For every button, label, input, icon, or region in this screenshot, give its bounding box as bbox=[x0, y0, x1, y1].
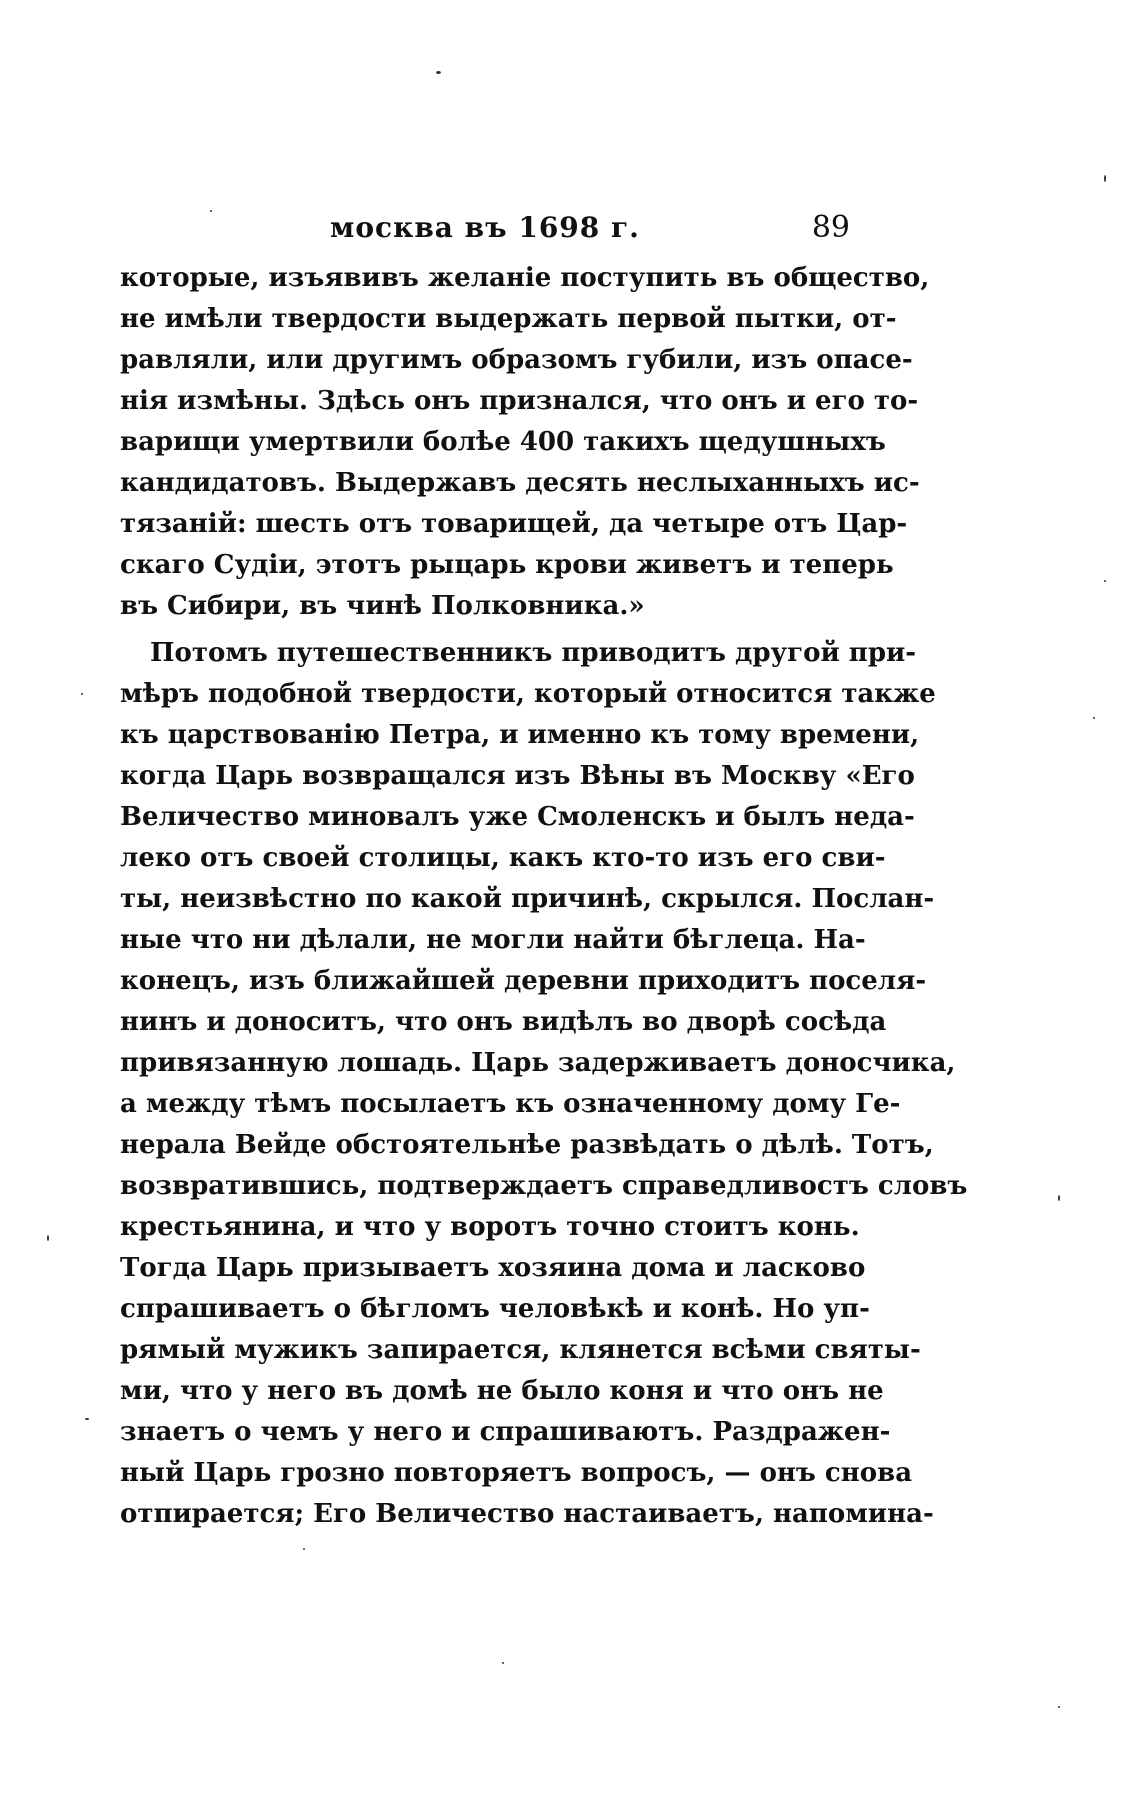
text-line: нія измѣны. Здѣсь онъ признался, что онъ и его то- bbox=[120, 386, 919, 416]
scan-speck bbox=[436, 71, 441, 74]
text-line: а между тѣмъ посылаетъ къ означенному дому Ге- bbox=[120, 1089, 901, 1119]
running-head bbox=[120, 205, 850, 250]
text-line: конецъ, изъ ближайшей деревни приходитъ поселя- bbox=[120, 966, 927, 996]
text-line: ты, неизвѣстно по какой причинѣ, скрылся. Послан- bbox=[120, 884, 935, 914]
scan-speck bbox=[47, 1235, 49, 1241]
running-title: москва въ 1698 г. bbox=[330, 211, 640, 244]
text-line: крестьянина, и что у воротъ точно стоитъ конь. bbox=[120, 1212, 860, 1242]
text-line: Величество миновалъ уже Смоленскъ и былъ неда- bbox=[120, 802, 915, 832]
scan-speck bbox=[502, 1662, 504, 1664]
text-line: равляли, или другимъ образомъ губили, изъ опасе- bbox=[120, 345, 913, 375]
text-line: скаго Судіи, этотъ рыцарь крови живетъ и теперь bbox=[120, 550, 894, 580]
text-line: ми, что у него въ домѣ не было коня и что онъ не bbox=[120, 1376, 884, 1406]
text-line: которые, изъявивъ желаніе поступить въ общество, bbox=[120, 263, 930, 293]
scan-speck bbox=[1104, 175, 1106, 182]
scan-speck bbox=[1058, 1195, 1060, 1201]
scan-speck bbox=[1093, 717, 1095, 719]
text-line: мѣръ подобной твердости, который относится также bbox=[120, 679, 936, 709]
text-line: ные что ни дѣлали, не могли найти бѣглеца. На- bbox=[120, 925, 866, 955]
text-line: къ царствованію Петра, и именно къ тому времени, bbox=[120, 720, 920, 750]
text-line: когда Царь возвращался изъ Вѣны въ Москву «Его bbox=[120, 761, 915, 791]
text-line: возвратившись, подтверждаетъ справедливостъ словъ bbox=[120, 1171, 968, 1201]
text-line: нинъ и доноситъ, что онъ видѣлъ во дворѣ сосѣда bbox=[120, 1007, 887, 1037]
text-line: варищи умертвили болѣе 400 такихъ щедушныхъ bbox=[120, 427, 886, 457]
text-line: отпирается; Его Величество настаиваетъ, напомина- bbox=[120, 1499, 934, 1529]
text-line: ный Царь грозно повторяетъ вопросъ, — онъ снова bbox=[120, 1458, 913, 1488]
text-line: привязанную лошадь. Царь задерживаетъ доносчика, bbox=[120, 1048, 956, 1078]
text-line: рямый мужикъ запирается, клянется всѣми святы- bbox=[120, 1335, 921, 1365]
scan-speck bbox=[1104, 580, 1106, 582]
text-line: въ Сибири, въ чинѣ Полковника.» bbox=[120, 591, 645, 621]
scan-speck bbox=[303, 1548, 305, 1550]
text-line: тязаній: шесть отъ товарищей, да четыре отъ Цар- bbox=[120, 509, 908, 539]
text-line: знаетъ о чемъ у него и спрашиваютъ. Раздражен- bbox=[120, 1417, 891, 1447]
scan-speck bbox=[81, 693, 83, 695]
text-line: кандидатовъ. Выдержавъ десять неслыханныхъ ис- bbox=[120, 468, 920, 498]
text-line: нерала Вейде обстоятельнѣе развѣдать о дѣлѣ. Тотъ, bbox=[120, 1130, 934, 1160]
scan-speck bbox=[1058, 1706, 1060, 1708]
text-line: Тогда Царь призываетъ хозяина дома и ласково bbox=[120, 1253, 866, 1283]
text-line: не имѣли твердости выдержать первой пытки, от- bbox=[120, 304, 897, 334]
page-number: 89 bbox=[811, 210, 850, 245]
text-line: Потомъ путешественникъ приводитъ другой при- bbox=[150, 638, 917, 668]
scan-speck bbox=[210, 210, 212, 212]
scan-speck bbox=[85, 1418, 89, 1420]
text-line: леко отъ своей столицы, какъ кто-то изъ его сви- bbox=[120, 843, 886, 873]
text-line: спрашиваетъ о бѣгломъ человѣкѣ и конѣ. Но уп- bbox=[120, 1294, 870, 1324]
